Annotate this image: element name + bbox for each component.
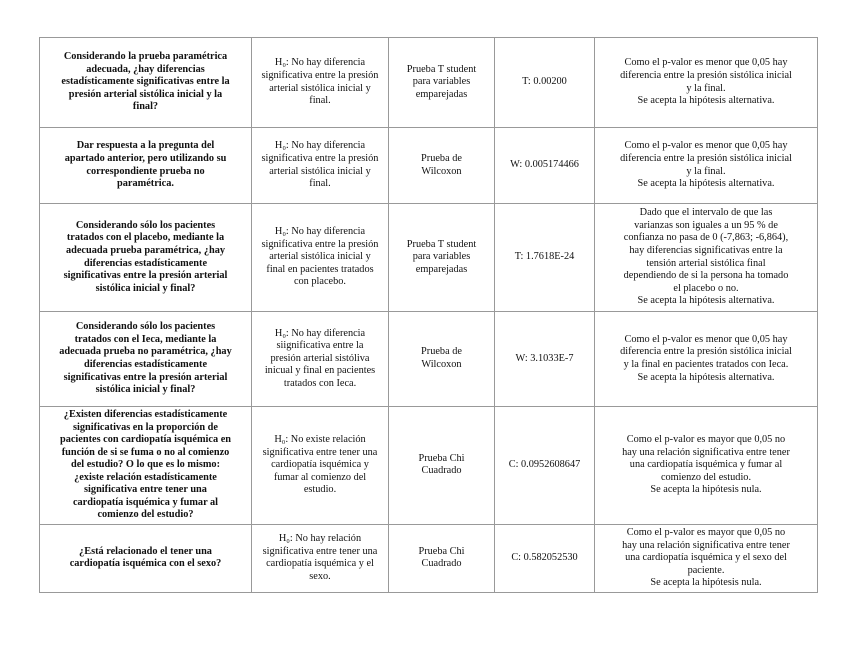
question-line: diferencias estadísticamente (83, 257, 208, 269)
question-line: final? (132, 101, 159, 113)
test-name-line: emparejadas (415, 263, 468, 275)
question-line: estadísticamente significativas entre la (61, 76, 230, 88)
question-line: adecuada, ¿hay diferencias (86, 63, 205, 75)
hypothesis-cell (252, 407, 389, 525)
conclusion-line: Se acepta la hipótesis alternativa. (637, 371, 775, 383)
question-line: sistólica inicial y final? (95, 384, 196, 396)
test-name-cell (389, 312, 495, 407)
question-line: presión arterial sistólica inicial y la (68, 88, 223, 100)
test-name-line: para variables (412, 76, 471, 88)
conclusion-line: una cardiopatía isquémica y el sexo del (625, 552, 787, 564)
table-row (40, 204, 818, 312)
conclusion-line: hay diferencias significativas entre la (629, 244, 783, 256)
table-body (40, 38, 818, 593)
hypothesis-line: inicual y final en pacientes (264, 365, 376, 377)
test-name-line: emparejadas (415, 88, 468, 100)
conclusion-line: hay una relación significativa entre tener (622, 539, 790, 551)
conclusion-line: diferencia entre la presión sistólica inicial (620, 152, 792, 164)
question-line: cardiopatía isquémica con el sexo? (69, 558, 222, 570)
conclusion-line: una cardiopatía isquémica y fumar al (629, 459, 783, 471)
question-line: diferencias estadísticamente (83, 359, 208, 370)
question-line: ¿Existen diferencias estadísticamente (63, 409, 228, 420)
question-line: tratados con el Ieca, mediante la (74, 333, 217, 345)
question-cell (40, 312, 252, 407)
question-line: significativa entre tener una (84, 484, 207, 496)
hypothesis-line: H₀: No hay diferencia (274, 226, 366, 238)
hypothesis-line: arterial sistólica inicial y (269, 82, 371, 94)
hypothesis-line: arterial sistólica inicial y (269, 251, 371, 263)
test-name-line: Prueba de (421, 346, 462, 358)
hypothesis-line: final en pacientes tratados (266, 263, 374, 275)
conclusion-line: y la final. (686, 82, 726, 94)
question-line: Dar respuesta a la pregunta del (76, 140, 215, 152)
question-line: apartado anterior, pero utilizando su (64, 152, 227, 164)
hypothesis-cell (252, 128, 389, 204)
question-line: adecuada prueba paramétrica, ¿hay (65, 244, 226, 256)
conclusion-line: Se acepta la hipótesis alternativa. (637, 95, 775, 107)
table-row (40, 312, 818, 407)
statistic-cell: C: 0.0952608647 (495, 407, 595, 525)
statistic-cell: W: 0.005174466 (495, 128, 595, 204)
conclusion-line: diferencia entre la presión sistólica inicial (620, 346, 792, 358)
statistic-cell: W: 3.1033E-7 (495, 312, 595, 407)
test-name-line: Prueba Chi (418, 545, 465, 557)
question-line: Considerando sólo los pacientes (75, 321, 216, 333)
conclusion-line: Se acepta la hipótesis alternativa. (637, 295, 775, 307)
hypothesis-line: final. (309, 95, 331, 107)
test-name-cell (389, 204, 495, 312)
question-cell (40, 204, 252, 312)
hypothesis-line: tratados con Ieca. (283, 377, 357, 389)
table-row (40, 407, 818, 525)
conclusion-cell (595, 524, 818, 592)
question-line: del estudio? O lo que es lo mismo: (70, 459, 221, 471)
hypothesis-line: sexo. (309, 570, 331, 582)
hypothesis-line: estudio. (303, 484, 337, 496)
hypothesis-line: significativa entre la presión (261, 69, 379, 81)
question-line: pacientes con cardiopatía isquémica en (59, 434, 232, 446)
test-name-cell (389, 407, 495, 525)
question-line: correspondiente prueba no (86, 165, 205, 177)
conclusion-line: Como el p-valor es menor que 0,05 hay (624, 140, 788, 152)
conclusion-cell (595, 312, 818, 407)
conclusion-line: paciente. (687, 564, 725, 576)
test-name-line: Prueba T student (406, 238, 477, 250)
test-name-cell (389, 128, 495, 204)
conclusion-line: el placebo o no. (673, 282, 739, 294)
hypothesis-line: presión arterial sistóliva (270, 352, 370, 364)
question-line: adecuada prueba no paramétrica, ¿hay (59, 346, 232, 358)
test-name-line: Prueba de (421, 152, 462, 164)
question-line: significativas entre la presión arterial (63, 270, 228, 282)
question-line: ¿Está relacionado el tener una (79, 545, 212, 557)
hypothesis-line: significativa entre la presión (261, 152, 379, 164)
hypothesis-line: final. (309, 178, 331, 190)
statistic-cell: C: 0.582052530 (495, 524, 595, 592)
hypothesis-line: H₀: No hay diferencia (274, 57, 366, 69)
conclusion-line: Se acepta la hipótesis nula. (650, 484, 762, 496)
conclusion-cell (595, 204, 818, 312)
table-row (40, 38, 818, 128)
hypothesis-line: arterial sistólica inicial y (269, 165, 371, 177)
hypothesis-line: con placebo. (293, 276, 347, 288)
question-line: comienzo del estudio? (97, 509, 194, 521)
conclusion-line: Como el p-valor es menor que 0,05 hay (624, 333, 788, 345)
conclusion-line: Se acepta la hipótesis nula. (650, 577, 762, 589)
conclusion-line: Como el p-valor es mayor que 0,05 no (626, 434, 786, 446)
question-line: Considerando la prueba paramétrica (63, 51, 228, 63)
hypothesis-line: fumar al comienzo del (273, 471, 367, 483)
question-line: paramétrica. (117, 178, 174, 190)
conclusion-line: confianza no pasa de 0 (-7,863; -6,864), (623, 232, 789, 244)
conclusion-cell (595, 38, 818, 128)
question-line: tratados con el placebo, mediante la (66, 232, 225, 244)
hypothesis-line: cardiopatía isquémica y (271, 459, 369, 471)
table-row (40, 524, 818, 592)
hypothesis-cell (252, 524, 389, 592)
hypothesis-line: significativa entre tener una (262, 446, 378, 458)
conclusion-line: y la final. (686, 165, 726, 177)
hypothesis-line: H₀: No hay relación (278, 533, 362, 545)
table-row (40, 128, 818, 204)
test-name-line: para variables (412, 251, 471, 263)
conclusion-line: hay una relación significativa entre tener (622, 446, 790, 458)
conclusion-line: y la final en pacientes tratados con Ieca. (623, 359, 789, 370)
test-name-line: Prueba T student (406, 63, 477, 75)
hypothesis-line: H₀: No hay diferencia (274, 327, 366, 339)
question-line: sistólica inicial y final? (95, 282, 196, 294)
hypothesis-line: significativa entre la presión (261, 238, 379, 250)
question-line: Considerando sólo los pacientes (75, 219, 216, 231)
question-cell (40, 524, 252, 592)
question-cell (40, 128, 252, 204)
conclusion-line: tensión arterial sistólica final (646, 257, 766, 269)
conclusion-line: diferencia entre la presión sistólica inicial (620, 69, 792, 81)
hypothesis-line: H₀: No hay diferencia (274, 140, 366, 152)
statistic-cell: T: 1.7618E-24 (495, 204, 595, 312)
test-name-line: Wilcoxon (421, 359, 462, 370)
conclusion-line: dependiendo de si la persona ha tomado (623, 270, 789, 282)
conclusion-line: varianzas son iguales a un 95 % de (634, 219, 778, 231)
hypothesis-cell (252, 204, 389, 312)
hypothesis-line: cardiopatía isquémica y el (266, 558, 374, 570)
question-line: cardiopatía isquémica y fumar al (72, 496, 219, 508)
test-name-cell (389, 524, 495, 592)
test-name-line: Cuadrado (421, 465, 462, 477)
test-name-line: Cuadrado (421, 558, 462, 570)
conclusion-cell (595, 128, 818, 204)
hypothesis-line: siignificativa entre la (276, 340, 364, 352)
question-line: significativas en la proporción de (73, 421, 218, 433)
conclusion-cell (595, 407, 818, 525)
hypothesis-line: significativa entre tener una (262, 545, 378, 557)
test-name-line: Prueba Chi (418, 452, 465, 464)
conclusion-line: Se acepta la hipótesis alternativa. (637, 178, 775, 190)
question-line: ¿existe relación estadísticamente (74, 471, 217, 483)
hypothesis-cell (252, 312, 389, 407)
hypothesis-cell (252, 38, 389, 128)
conclusion-line: Como el p-valor es menor que 0,05 hay (624, 57, 788, 69)
question-cell (40, 407, 252, 525)
hypothesis-test-table (39, 37, 818, 593)
conclusion-line: Dado que el intervalo de que las (639, 207, 773, 219)
statistic-cell: T: 0.00200 (495, 38, 595, 128)
question-line: significativas entre la presión arterial (63, 371, 228, 383)
test-name-line: Wilcoxon (421, 165, 462, 177)
test-name-cell (389, 38, 495, 128)
conclusion-line: comienzo del estudio. (660, 471, 752, 483)
conclusion-line: Como el p-valor es mayor que 0,05 no (626, 527, 786, 539)
hypothesis-line: H₀: No existe relación (274, 434, 366, 446)
question-line: función de si se fuma o no al comienzo (61, 446, 230, 458)
question-cell (40, 38, 252, 128)
